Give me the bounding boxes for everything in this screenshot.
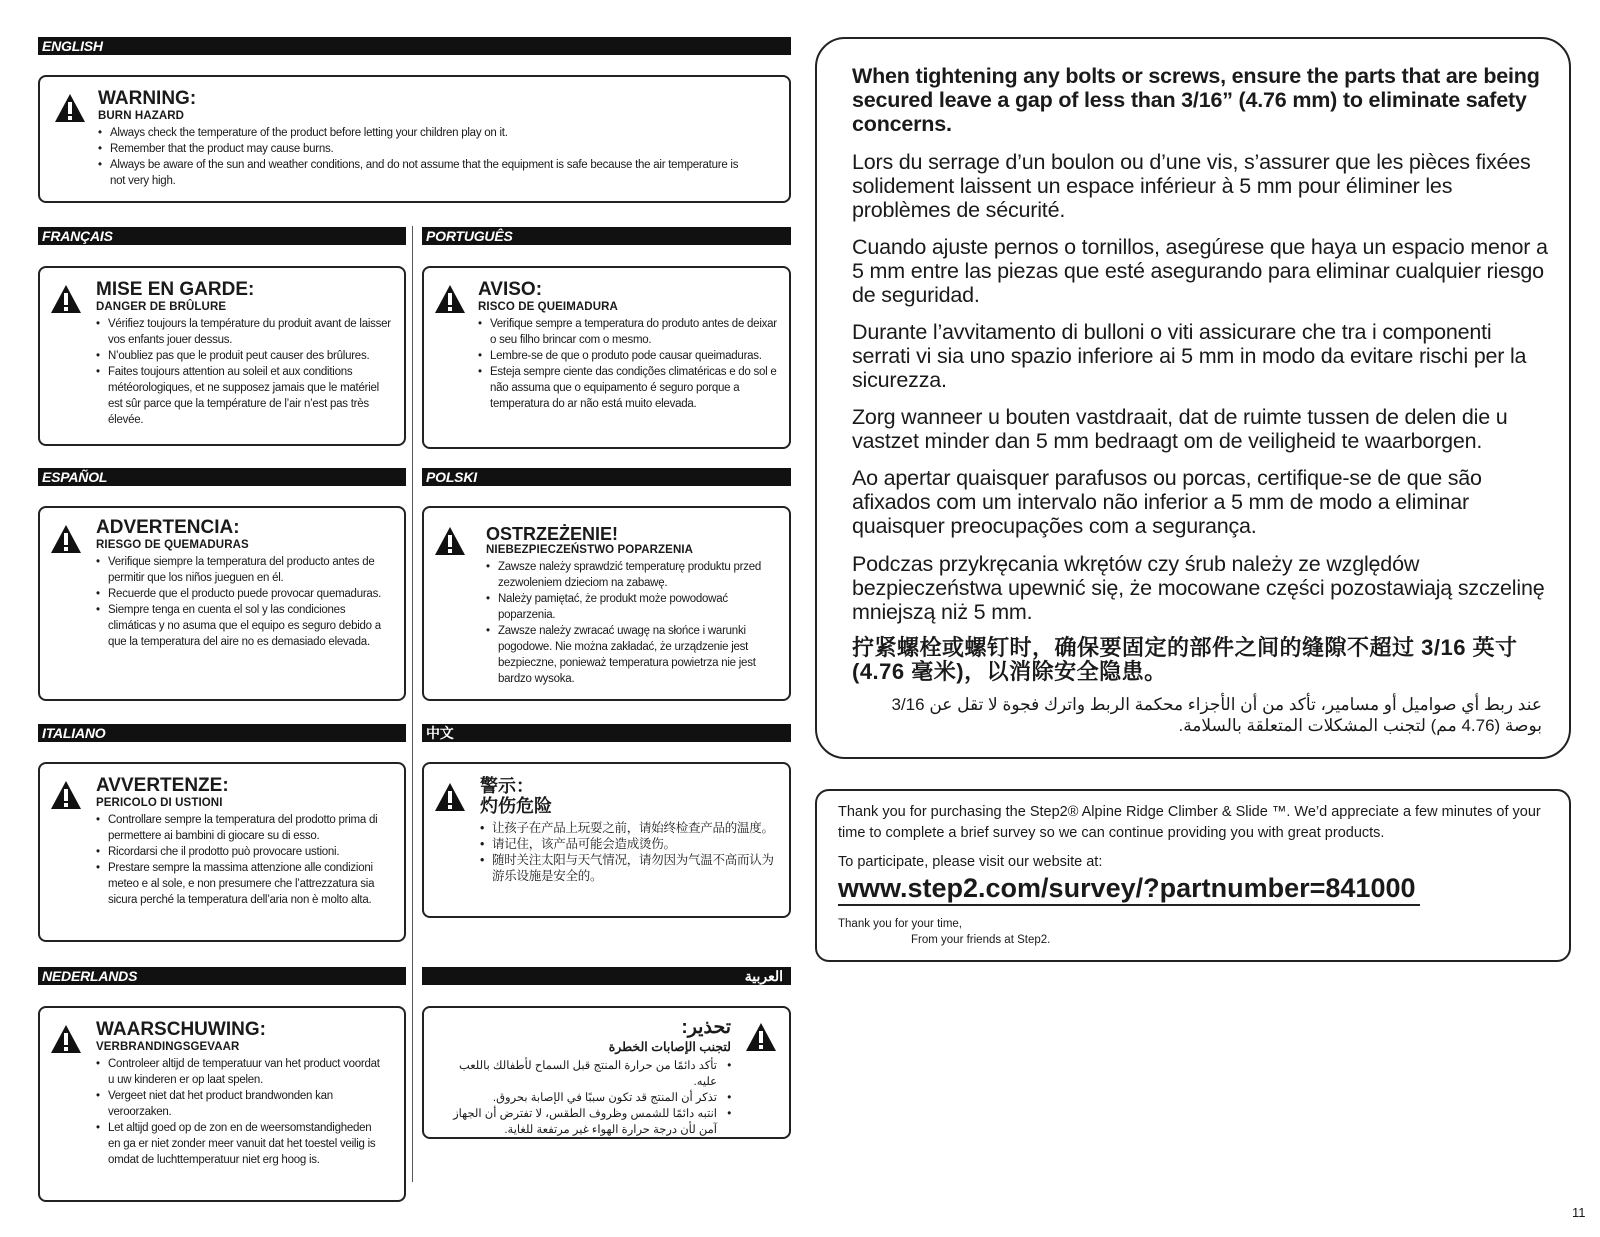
gap-notice-pl: Podczas przykręcania wkrętów czy śrub należy ze względów bezpieczeństwa upewnić się, że mocowane części pozostawiają szczelinę mniejszą niż 5 mm. (852, 552, 1545, 624)
gap-notice-ar: عند ربط أي صواميل أو مسامير، تأكد من أن الأجزاء محكمة الربط واترك فجوة لا تقل عن 3/16 بوصة (4.76 مم) لتجنب المشكلات المتعلقة بالسلامة. (891, 695, 1542, 735)
list-item: • Esteja sempre ciente das condições climatéricas e do sol e não assuma que o equipamento é seguro porque a temperatura do ar não está muito elevada. (478, 364, 778, 412)
list-item: • Controllare sempre la temperatura del prodotto prima di permettere ai bambini di giocare su di esso. (96, 812, 396, 844)
section-header-francais: FRANÇAIS (38, 227, 406, 245)
warning-subtitle: لتجنب الإصابات الخطرة (608, 1040, 731, 1054)
gap-notice-fr: Lors du serrage d’un boulon ou d’une vis, s’assurer que les pièces fixées solidement laissent un espace inférieur à 5 mm pour éliminer les problèmes de sécurité. (852, 150, 1531, 222)
warning-icon (50, 524, 82, 554)
gap-notice-nl: Zorg wanneer u bouten vastdraait, dat de ruimte tussen de delen die u vastzet minder dan 5 mm bedraagt om de veiligheid te waarborgen. (852, 405, 1508, 453)
warning-title: ADVERTENCIA: (96, 517, 240, 538)
warning-title: AVVERTENZE: (96, 775, 229, 796)
warning-box-italiano (38, 762, 406, 942)
list-item: • Vérifiez toujours la température du produit avant de laisser vos enfants jouer dessus. (96, 316, 396, 348)
list-item: • Always be aware of the sun and weather conditions, and do not assume that the equipment is safe because the air temperature is not very high. (98, 157, 748, 189)
list-item: • Verifique sempre a temperatura do produto antes de deixar o seu filho brincar com o mesmo. (478, 316, 778, 348)
warning-icon (434, 284, 466, 314)
warning-list (96, 316, 396, 428)
list-item: • Siempre tenga en cuenta el sol y las condiciones climáticas y no asuma que el equipo es seguro debido a que la temperatura del aire no es demasiado elevada. (96, 602, 396, 650)
warning-box-arabic (422, 1006, 791, 1139)
warning-list (478, 316, 778, 412)
section-header-polski: POLSKI (422, 468, 791, 486)
warning-title: AVISO: (478, 279, 543, 300)
column-divider (412, 226, 413, 1182)
warning-icon (50, 780, 82, 810)
warning-title: تحذير: (681, 1017, 731, 1038)
warning-subtitle: RISCO DE QUEIMADURA (478, 301, 618, 313)
gap-notice-pt: Ao apertar quaisquer parafusos ou porcas, certifique-se de que são afixados com um intervalo não inferior a 5 mm de modo a eliminar quaisquer preocupações com a segurança. (852, 466, 1482, 538)
warning-subtitle: PERICOLO DI USTIONI (96, 797, 223, 809)
list-item: • Zawsze należy sprawdzić temperaturę produktu przed zezwoleniem dzieciom na zabawę. (486, 559, 778, 591)
survey-participate: To participate, please visit our website at: (838, 854, 1103, 870)
list-item: • Recuerde que el producto puede provocar quemaduras. (96, 586, 396, 602)
list-item: • 随时关注太阳与天气情况，请勿因为气温不高而认为游乐设施是安全的。 (480, 852, 780, 884)
warning-title: 警示： (480, 776, 534, 796)
survey-thanks: Thank you for purchasing the Step2® Alpine Ridge Climber & Slide ™. We’d appreciate a few minutes of your time to complete a brief survey so we can continue providing you with great products. (838, 804, 1541, 841)
warning-box-nederlands (38, 1006, 406, 1202)
warning-list (486, 559, 778, 687)
section-header-chinese: 中文 (422, 724, 791, 742)
list-item: • Prestare sempre la massima attenzione alle condizioni meteo e al sole, e non presumere che l’attrezzatura sia sicura perché la temperatura dell’aria non è molto alta. (96, 860, 396, 908)
warning-list (439, 1058, 731, 1138)
survey-from: From your friends at Step2. (911, 934, 1051, 946)
warning-box-portugues (422, 266, 791, 449)
warning-box-espanol (38, 506, 406, 701)
warning-icon (50, 1024, 82, 1054)
survey-link[interactable]: www.step2.com/survey/?partnumber=841000 (838, 872, 1420, 906)
section-header-arabic: العربية (422, 967, 791, 985)
warning-list (480, 820, 780, 884)
list-item: • Let altijd goed op de zon en de weersomstandigheden en ga er niet zonder meer vanuit dat het toestel veilig is omdat de luchttemperatuur niet erg hoog is. (96, 1120, 386, 1168)
warning-box-polski (422, 506, 791, 701)
list-item: • N’oubliez pas que le produit peut causer des brûlures. (96, 348, 396, 364)
section-header-nederlands: NEDERLANDS (38, 967, 406, 985)
gap-notice-es: Cuando ajuste pernos o tornillos, asegúrese que haya un espacio menor a 5 mm entre las piezas que esté asegurando para eliminar cualquier riesgo de seguridad. (852, 235, 1548, 307)
list-item: • انتبه دائمًا للشمس وظروف الطقس، لا تفترض أن الجهاز آمن لأن درجة حرارة الهواء غير مرتفعة للغاية. (439, 1106, 731, 1138)
warning-list (98, 125, 748, 189)
list-item: • Należy pamiętać, że produkt może powodować poparzenia. (486, 591, 778, 623)
warning-icon (745, 1022, 777, 1052)
list-item: • Verifique siempre la temperatura del producto antes de permitir que los niños jueguen en él. (96, 554, 396, 586)
list-item: • 让孩子在产品上玩耍之前，请始终检查产品的温度。 (480, 820, 780, 836)
page-number: 11 (1572, 1205, 1586, 1220)
list-item: • Faites toujours attention au soleil et aux conditions météorologiques, et ne supposez jamais que le matériel est sûr parce que la température de l’air n’est pas très élevée. (96, 364, 396, 428)
warning-subtitle: VERBRANDINGSGEVAAR (96, 1041, 240, 1053)
warning-subtitle: BURN HAZARD (98, 110, 185, 122)
list-item: • تأكد دائمًا من حرارة المنتج قبل السماح لأطفالك باللعب عليه. (439, 1058, 731, 1090)
warning-icon (50, 284, 82, 314)
section-header-portugues: PORTUGUÊS (422, 227, 791, 245)
gap-notice-it: Durante l’avvitamento di bulloni o viti assicurare che tra i componenti serrati vi sia uno spazio inferiore ai 5 mm in modo da evitare rischi per la sicurezza. (852, 320, 1527, 392)
warning-subtitle: 灼伤危险 (480, 796, 552, 816)
warning-title: WAARSCHUWING: (96, 1019, 266, 1040)
list-item: • Lembre-se de que o produto pode causar queimaduras. (478, 348, 778, 364)
warning-icon (434, 782, 466, 812)
list-item: • تذكر أن المنتج قد تكون سببًا في الإصابة بحروق. (439, 1090, 731, 1106)
list-item: • Ricordarsi che il prodotto può provocare ustioni. (96, 844, 396, 860)
section-header-italiano: ITALIANO (38, 724, 406, 742)
warning-subtitle: RIESGO DE QUEMADURAS (96, 539, 249, 551)
warning-icon (434, 526, 466, 556)
warning-title: OSTRZEŻENIE! (486, 524, 619, 544)
survey-signoff: Thank you for your time, (838, 918, 962, 930)
warning-list (96, 812, 396, 908)
warning-subtitle: NIEBEZPIECZEŃSTWO POPARZENIA (486, 544, 694, 556)
warning-icon (54, 93, 86, 123)
list-item: • Zawsze należy zwracać uwagę na słońce i warunki pogodowe. Nie można zakładać, że urządzenie jest bezpieczne, ponieważ temperatura powietrza nie jest bardzo wysoka. (486, 623, 778, 687)
warning-box-francais (38, 266, 406, 446)
warning-box-chinese (422, 762, 791, 918)
list-item: • 请记住，该产品可能会造成烫伤。 (480, 836, 780, 852)
section-header-espanol: ESPAÑOL (38, 468, 406, 486)
warning-subtitle: DANGER DE BRÛLURE (96, 301, 227, 313)
warning-title: WARNING: (98, 88, 197, 109)
list-item: • Remember that the product may cause burns. (98, 141, 748, 157)
list-item: • Controleer altijd de temperatuur van het product voordat u uw kinderen er op laat spelen. (96, 1056, 386, 1088)
warning-title: MISE EN GARDE: (96, 279, 255, 300)
warning-box-english (38, 75, 791, 203)
list-item: • Always check the temperature of the product before letting your children play on it. (98, 125, 748, 141)
list-item: • Vergeet niet dat het product brandwonden kan veroorzaken. (96, 1088, 386, 1120)
warning-list (96, 1056, 386, 1168)
warning-list (96, 554, 396, 650)
section-header-english: ENGLISH (38, 37, 791, 55)
gap-notice-zh: 拧紧螺栓或螺钉时，确保要固定的部件之间的缝隙不超过 3/16 英寸(4.76 毫米)，以消除安全隐患。 (852, 635, 1518, 684)
gap-notice-en: When tightening any bolts or screws, ensure the parts that are being secured leave a gap of less than 3/16” (4.76 mm) to eliminate safety concerns. (852, 64, 1540, 136)
